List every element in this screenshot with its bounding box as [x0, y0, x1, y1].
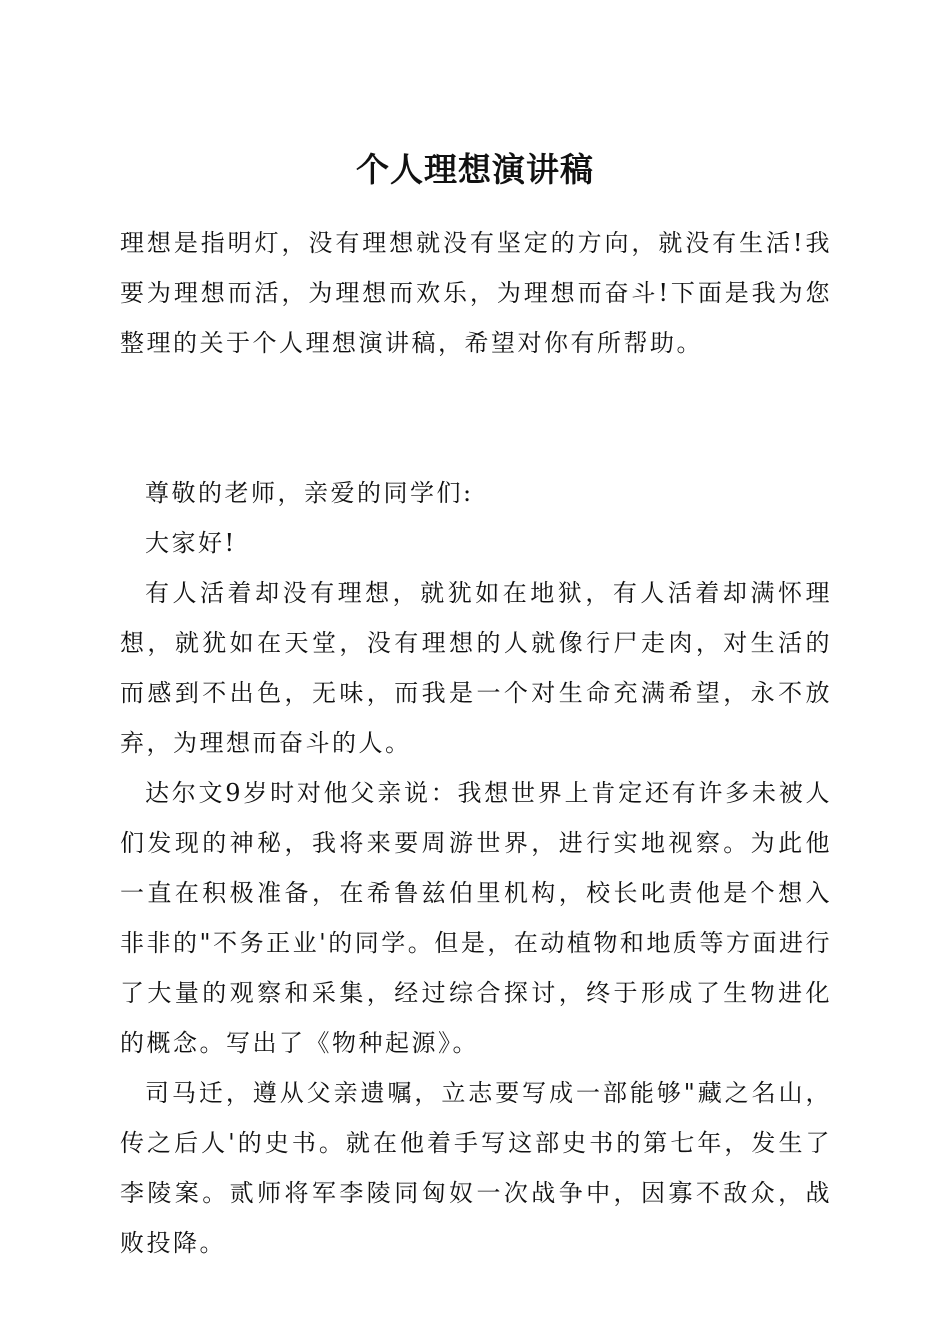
document-title: 个人理想演讲稿 [356, 150, 594, 189]
intro-paragraph: 理想是指明灯，没有理想就没有坚定的方向，就没有生活!我要为理想而活，为理想而欢乐，为理想而奋斗!下面是我为您整理的关于个人理想演讲稿，希望对你有所帮助。 [120, 229, 832, 357]
body-paragraph: 达尔文9岁时对他父亲说：我想世界上肯定还有许多未被人们发现的神秘，我将来要周游世界，进行实地视察。为此他一直在积极准备，在希鲁兹伯里机构，校长叱责他是个想入非非的"不务正业'的同学。但是，在动植物和地质等方面进行了大量的观察和采集，经过综合探讨，终于形成了生物进化的概念。写出了《物种起源》。 [120, 779, 832, 1057]
speech-body [120, 468, 832, 1268]
salutation: 尊敬的老师，亲爱的同学们: [145, 479, 474, 507]
body-paragraph: 有人活着却没有理想，就犹如在地狱，有人活着却满怀理想，就犹如在天堂，没有理想的人就像行尸走肉，对生活的而感到不出色，无味，而我是一个对生命充满希望，永不放弃，为理想而奋斗的人。 [120, 579, 832, 757]
greeting: 大家好! [145, 529, 237, 557]
body-paragraph: 司马迁，遵从父亲遗嘱，立志要写成一部能够"藏之名山，传之后人'的史书。就在他着手写这部史书的第七年，发生了李陵案。贰师将军李陵同匈奴一次战争中，因寡不敌众，战败投降。 [120, 1079, 832, 1257]
